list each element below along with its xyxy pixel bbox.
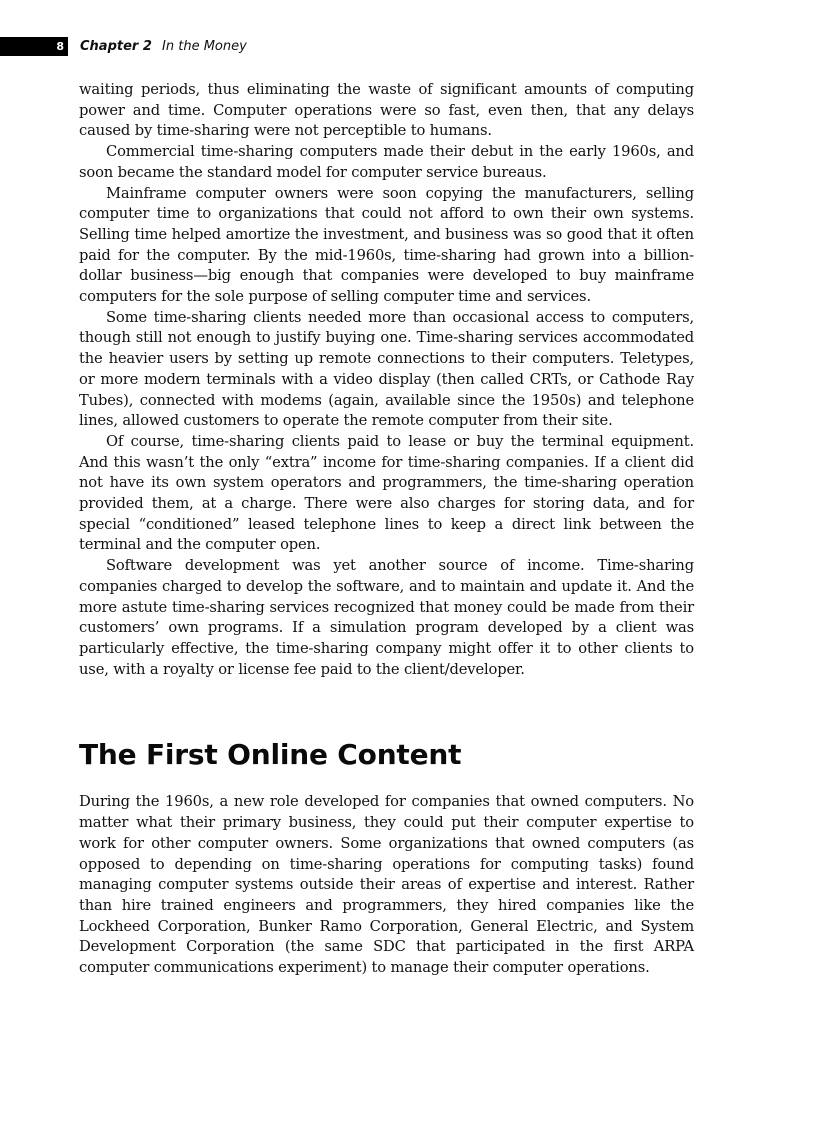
- running-header: [0, 37, 247, 56]
- body-paragraph-5: Of course, time-sharing clients paid to lease or buy the terminal equipment. And this wasn’t the only “extra” income for time-sharing companies. If a client did not have its own system operators and programmers, the time-sharing operation provided them, at a charge. There were also charges for storing data, and for special “conditioned” leased telephone lines to keep a direct link between the terminal and the computer open.: [79, 432, 694, 554]
- section-heading: The First Online Content: [79, 738, 462, 772]
- page-body: [79, 80, 694, 979]
- body-paragraph-4: Some time-sharing clients needed more than occasional access to computers, though still not enough to justify buying one. Time-sharing services accommodated the heavier users by setting up remote connections to their computers. Teletypes, or more modern terminals with a video display (then called CRTs, or Cathode Ray Tubes), connected with modems (again, available since the 1950s) and telephone lines, allowed customers to operate the remote computer from their site.: [79, 308, 694, 430]
- section-paragraph-1: During the 1960s, a new role developed for companies that owned computers. No matter what their primary business, they could put their computer expertise to work for other computer owners. Some organizations that owned computers (as opposed to depending on time-sharing operations for computing tasks) found managing computer systems outside their areas of expertise and interest. Rather than hire trained engineers and programmers, they hired companies like the Lockheed Corporation, Bunker Ramo Corporation, General Electric, and System Development Corporation (the same SDC that participated in the first ARPA computer communications experiment) to manage their computer operations.: [79, 793, 694, 977]
- running-head-text: [80, 39, 247, 54]
- body-paragraph-6: Software development was yet another source of income. Time-sharing companies charged to develop the software, and to maintain and update it. And the more astute time-sharing services recognized that money could be made from their customers’ own programs. If a simulation program developed by a client was particularly effective, the time-sharing company might offer it to other clients to use, with a royalty or license fee paid to the client/developer.: [79, 557, 694, 678]
- body-paragraph-3: Mainframe computer owners were soon copying the manufacturers, selling computer time to organizations that could not afford to own their own systems. Selling time helped amortize the investment, and business was so good that it often paid for the computer. By the mid-1960s, time-sharing had grown into a billion-dollar business—big enough that companies were developed to buy mainframe computers for the sole purpose of selling computer time and services.: [79, 184, 694, 306]
- chapter-label: Chapter 2: [80, 39, 152, 54]
- page-number: 8: [0, 37, 68, 56]
- body-paragraph-2: Commercial time-sharing computers made their debut in the early 1960s, and soon became the standard model for computer service bureaus.: [79, 143, 694, 181]
- body-paragraph-1: waiting periods, thus eliminating the waste of significant amounts of computing power and time. Computer operations were so fast, even then, that any delays caused by time-sharing were not perceptible to humans.: [79, 81, 694, 140]
- chapter-title: In the Money: [162, 39, 247, 54]
